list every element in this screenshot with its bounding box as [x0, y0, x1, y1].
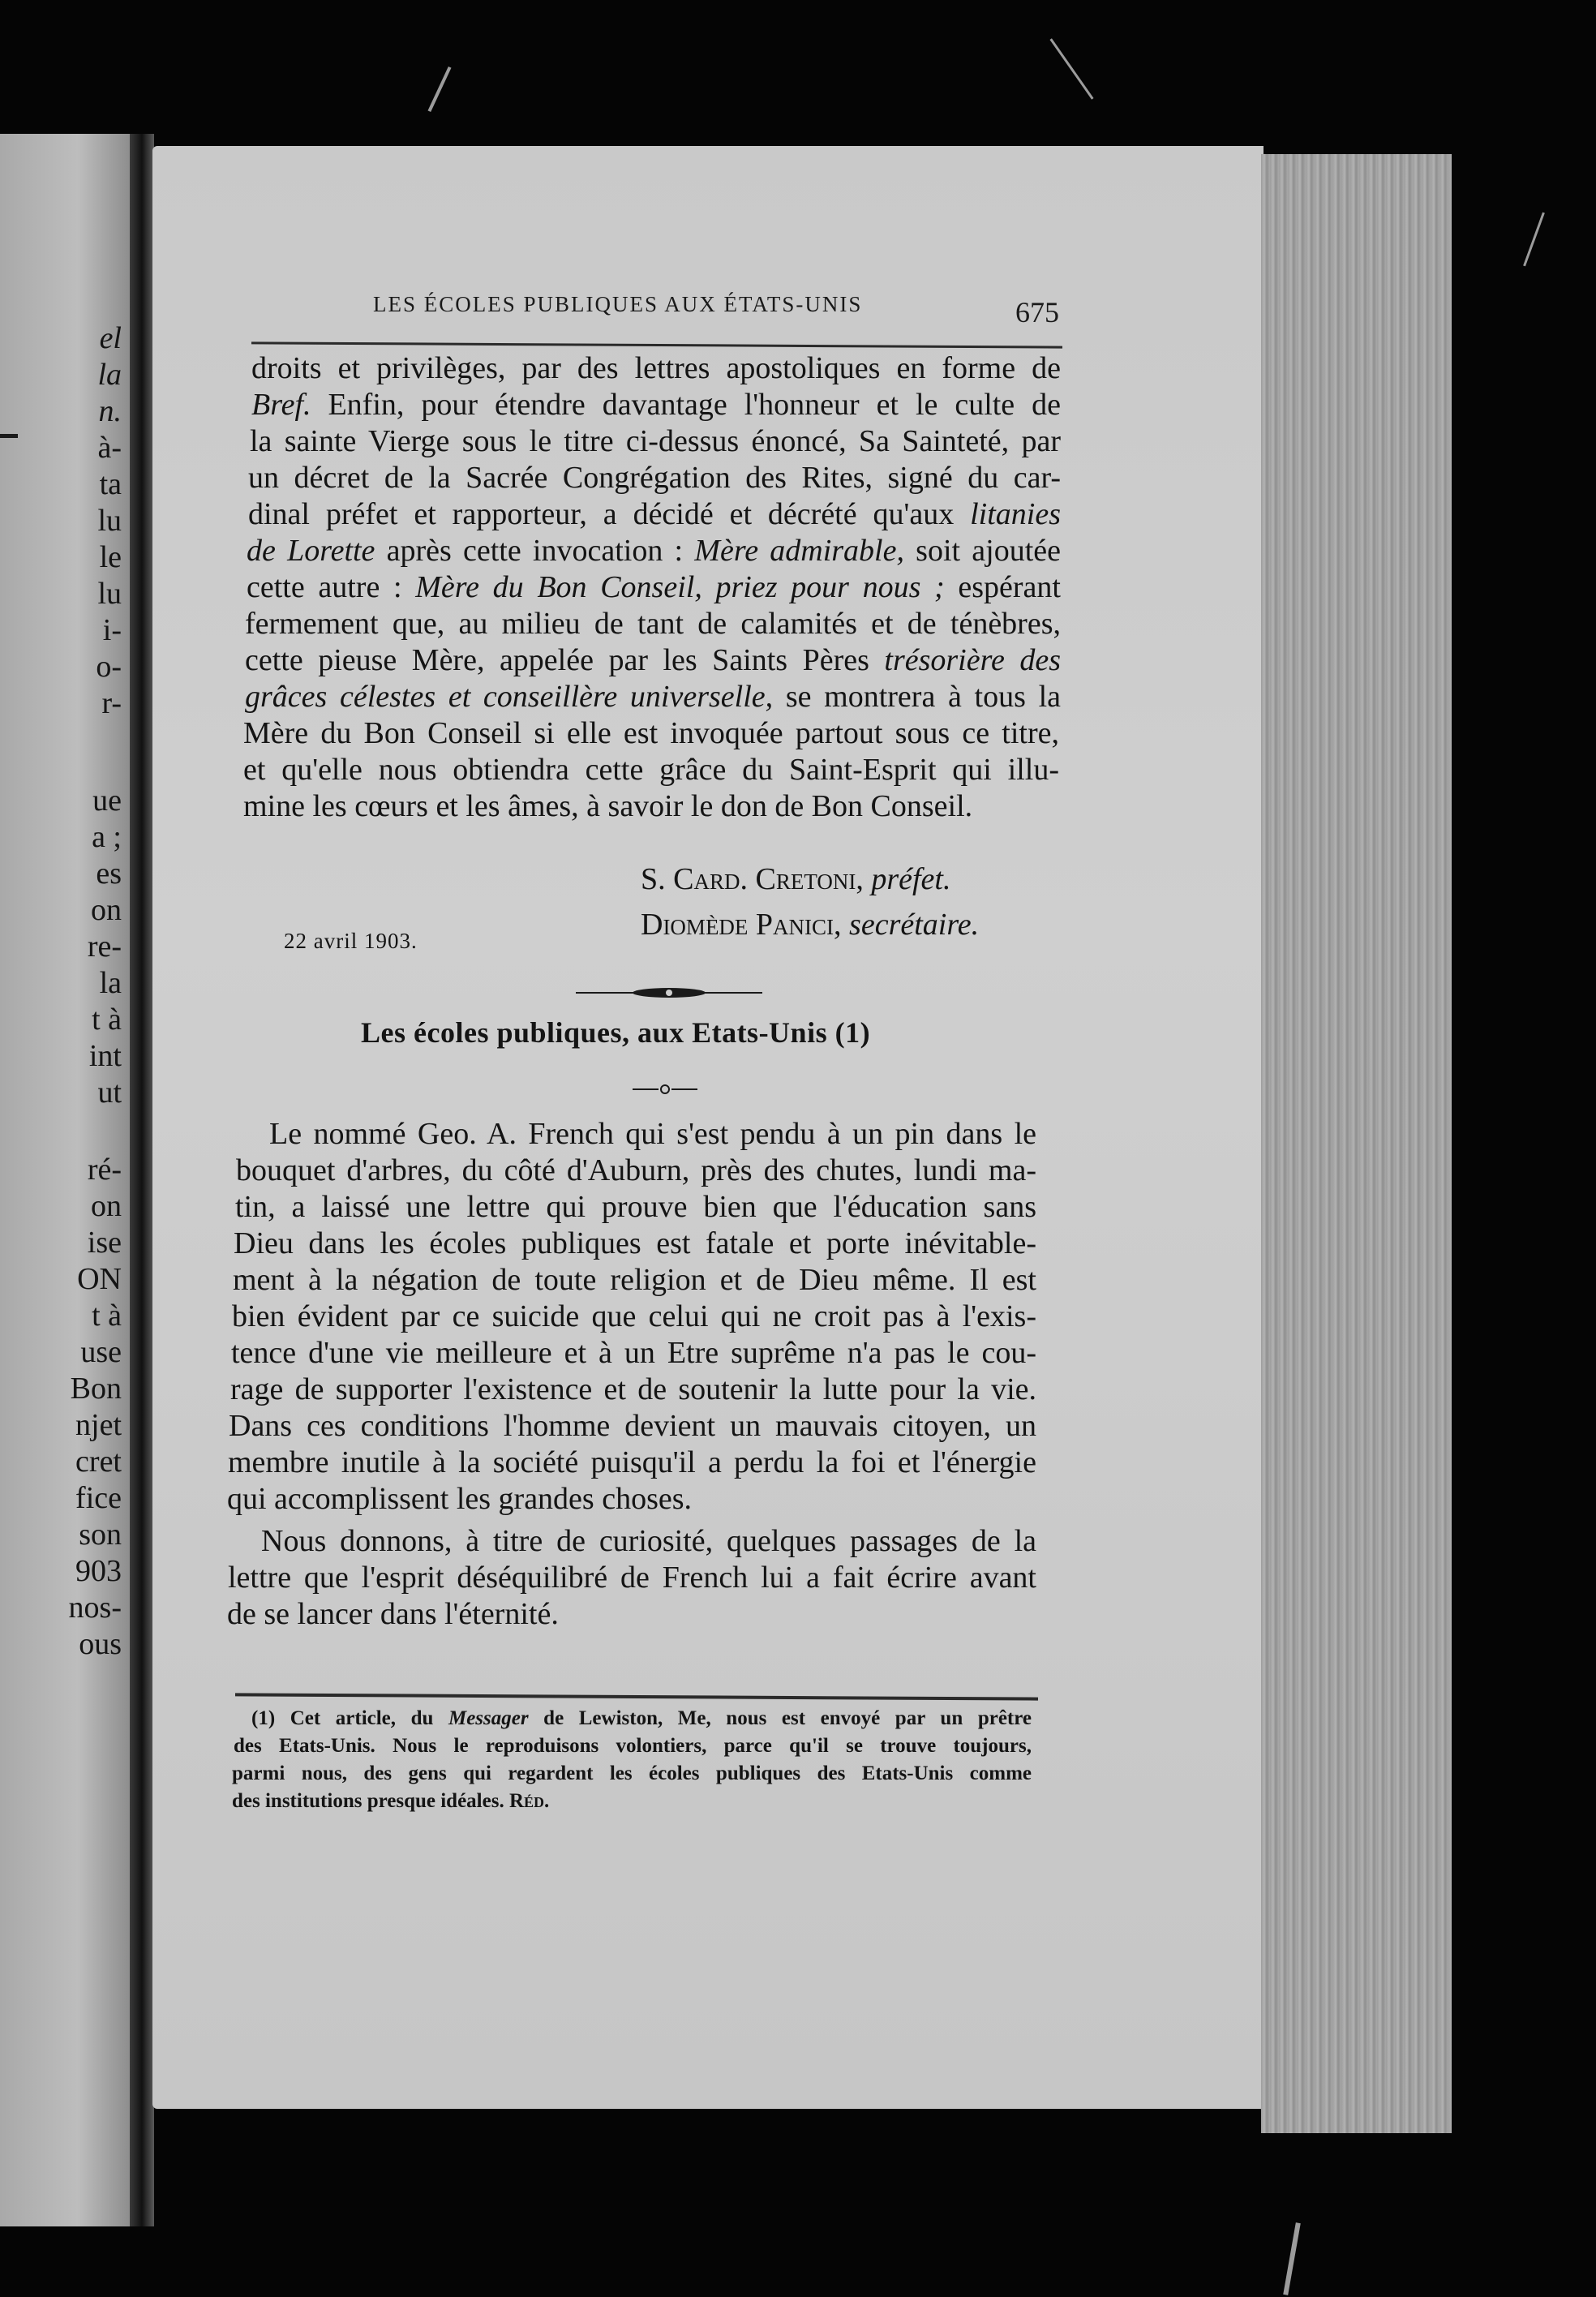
- left-page-fragment: el: [99, 321, 122, 355]
- footnote-signature: Réd.: [508, 1790, 550, 1812]
- body-line: Bref. Enfin, pour étendre davantage l'honneur et le culte de: [251, 388, 1061, 422]
- left-page-fragment: re-: [87, 930, 122, 964]
- signature-name: S. Card. Cretoni,: [641, 862, 864, 896]
- left-page-fragment: ous: [79, 1627, 122, 1661]
- left-page-fragment: ré-: [87, 1153, 122, 1187]
- article-line: Nous donnons, à titre de curiosité, quelques passages de la: [261, 1524, 1036, 1558]
- article-title: Les écoles publiques, aux Etats-Unis (1): [361, 1016, 871, 1049]
- body-line: grâces célestes et conseillère universelle, se montrera à tous la: [245, 680, 1061, 714]
- footnote-line: des Etats-Unis. Nous le reproduisons volontiers, parce qu'il se trouve toujours,: [234, 1735, 1032, 1757]
- signature-secretary: [641, 907, 979, 942]
- left-page-fragment: lu: [97, 504, 122, 538]
- left-page-fragment: nos-: [68, 1591, 122, 1625]
- article-line: de se lancer dans l'éternité.: [227, 1597, 559, 1631]
- left-page-fragment: njet: [75, 1408, 122, 1442]
- article-line: Le nommé Geo. A. French qui s'est pendu à un pin dans le: [269, 1117, 1036, 1151]
- film-scratch: [1523, 213, 1545, 267]
- page-number: 675: [1015, 296, 1059, 328]
- left-page-fragment: ta: [99, 467, 122, 501]
- left-page-fragment: lu: [97, 577, 122, 611]
- body-line: fermement que, au milieu de tant de calamités et de ténèbres,: [245, 607, 1061, 641]
- article-line: membre inutile à la société puisqu'il a perdu la foi et l'énergie: [228, 1445, 1036, 1479]
- body-line: un décret de la Sacrée Congrégation des Rites, signé du car-: [248, 461, 1061, 495]
- left-page-fragment: a ;: [92, 820, 122, 854]
- article-line: Dans ces conditions l'homme devient un mauvais citoyen, un: [229, 1409, 1036, 1443]
- footnote-line: parmi nous, des gens qui regardent les écoles publiques des Etats-Unis comme: [232, 1762, 1032, 1784]
- page-stack-edge: [1261, 154, 1452, 2133]
- left-page-fragment: t à: [92, 1003, 122, 1037]
- left-page-fragment: Bon: [70, 1372, 122, 1406]
- body-italic: Mère du Bon Conseil, priez pour nous ;: [415, 570, 945, 604]
- body-line: mine les cœurs et les âmes, à savoir le don de Bon Conseil.: [243, 789, 973, 823]
- body-line: dinal préfet et rapporteur, a décidé et décrété qu'aux litanies: [248, 497, 1061, 531]
- body-line: cette autre : Mère du Bon Conseil, priez pour nous ; espérant: [247, 570, 1061, 604]
- body-italic: litanies: [970, 497, 1061, 531]
- body-italic: trésorière des: [884, 643, 1061, 677]
- body-line: droits et privilèges, par des lettres apostoliques en forme de: [251, 351, 1061, 385]
- left-page-fragment: la: [97, 358, 122, 392]
- left-page-fragment: la: [99, 966, 122, 1000]
- footnote-italic: Messager: [448, 1707, 529, 1729]
- decree-date: 22 avril 1903.: [284, 929, 418, 953]
- left-page-fragment: à-: [97, 431, 122, 465]
- body-line: et qu'elle nous obtiendra cette grâce du Saint-Esprit qui illu-: [243, 753, 1059, 787]
- film-scratch: [1283, 2222, 1301, 2295]
- body-italic: Bref.: [251, 388, 311, 422]
- film-scratch: [1049, 38, 1093, 99]
- left-page-fragment: t à: [92, 1299, 122, 1333]
- footnote-line: (1) Cet article, du Messager de Lewiston, Me, nous est envoyé par un prêtre: [251, 1707, 1032, 1729]
- body-line: Mère du Bon Conseil si elle est invoquée partout sous ce titre,: [243, 716, 1059, 750]
- body-italic: de Lorette: [247, 534, 375, 568]
- article-line: Dieu dans les écoles publiques est fatale et porte inévitable-: [234, 1226, 1036, 1260]
- body-line: la sainte Vierge sous le titre ci-dessus énoncé, Sa Sainteté, par: [250, 424, 1061, 458]
- left-page-fragment: int: [88, 1039, 122, 1073]
- signature-role: secrétaire.: [849, 908, 980, 942]
- article-line: bien évident par ce suicide que celui qui ne croit pas à l'exis-: [232, 1299, 1036, 1333]
- left-page-fragment: es: [96, 857, 122, 891]
- left-page-fragment: ON: [77, 1262, 122, 1296]
- body-line: cette pieuse Mère, appelée par les Saints Pères trésorière des: [245, 643, 1061, 677]
- book-gutter: [130, 134, 154, 2226]
- body-italic: Mère admirable,: [694, 534, 904, 568]
- left-page-fragment: o-: [96, 650, 122, 684]
- small-divider: [633, 1081, 697, 1097]
- left-page-fragment: on: [91, 1189, 122, 1223]
- left-page-fragment: fice: [75, 1481, 122, 1515]
- left-page-fragment: son: [79, 1518, 122, 1552]
- previous-page-edge: [0, 134, 130, 2226]
- left-page-fragment: ut: [97, 1076, 122, 1110]
- running-header: LES ÉCOLES PUBLIQUES AUX ÉTATS-UNIS: [373, 292, 863, 316]
- left-page-fragment: le: [99, 540, 122, 574]
- signature-name: Diomède Panici,: [641, 908, 842, 942]
- left-page-fragment: cret: [75, 1445, 122, 1479]
- left-page-fragment: r-: [101, 686, 122, 720]
- footnote-line: des institutions presque idéales. Réd.: [232, 1790, 550, 1812]
- left-page-fragment: on: [91, 893, 122, 927]
- left-page-fragment: ise: [87, 1226, 122, 1260]
- article-line: qui accomplissent les grandes choses.: [227, 1482, 693, 1516]
- left-page-fragment: ue: [92, 784, 122, 818]
- article-line: tence d'une vie meilleure et à un Etre suprême n'a pas le cou-: [231, 1336, 1036, 1370]
- body-italic: grâces célestes et conseillère universelle,: [245, 680, 774, 714]
- article-line: tin, a laissé une lettre qui prouve bien que l'éducation sans: [235, 1190, 1036, 1224]
- article-line: bouquet d'arbres, du côté d'Auburn, près des chutes, lundi ma-: [236, 1153, 1036, 1187]
- left-page-fragment: n.: [98, 394, 122, 428]
- article-line: ment à la négation de toute religion et de Dieu même. Il est: [233, 1263, 1036, 1297]
- signature-role: préfet.: [871, 862, 951, 896]
- article-line: rage de supporter l'existence et de soutenir la lutte pour la vie.: [230, 1372, 1036, 1406]
- article-line: lettre que l'esprit déséquilibré de French lui a fait écrire avant: [228, 1561, 1036, 1595]
- left-page-fragment: 903: [75, 1554, 122, 1588]
- film-scratch: [428, 67, 452, 112]
- signature-prefect: [641, 861, 950, 897]
- left-page-fragment: i-: [102, 613, 122, 647]
- body-line: de Lorette après cette invocation : Mère admirable, soit ajoutée: [247, 534, 1062, 568]
- left-page-fragment: use: [80, 1335, 122, 1369]
- ornament-divider: [576, 983, 762, 1003]
